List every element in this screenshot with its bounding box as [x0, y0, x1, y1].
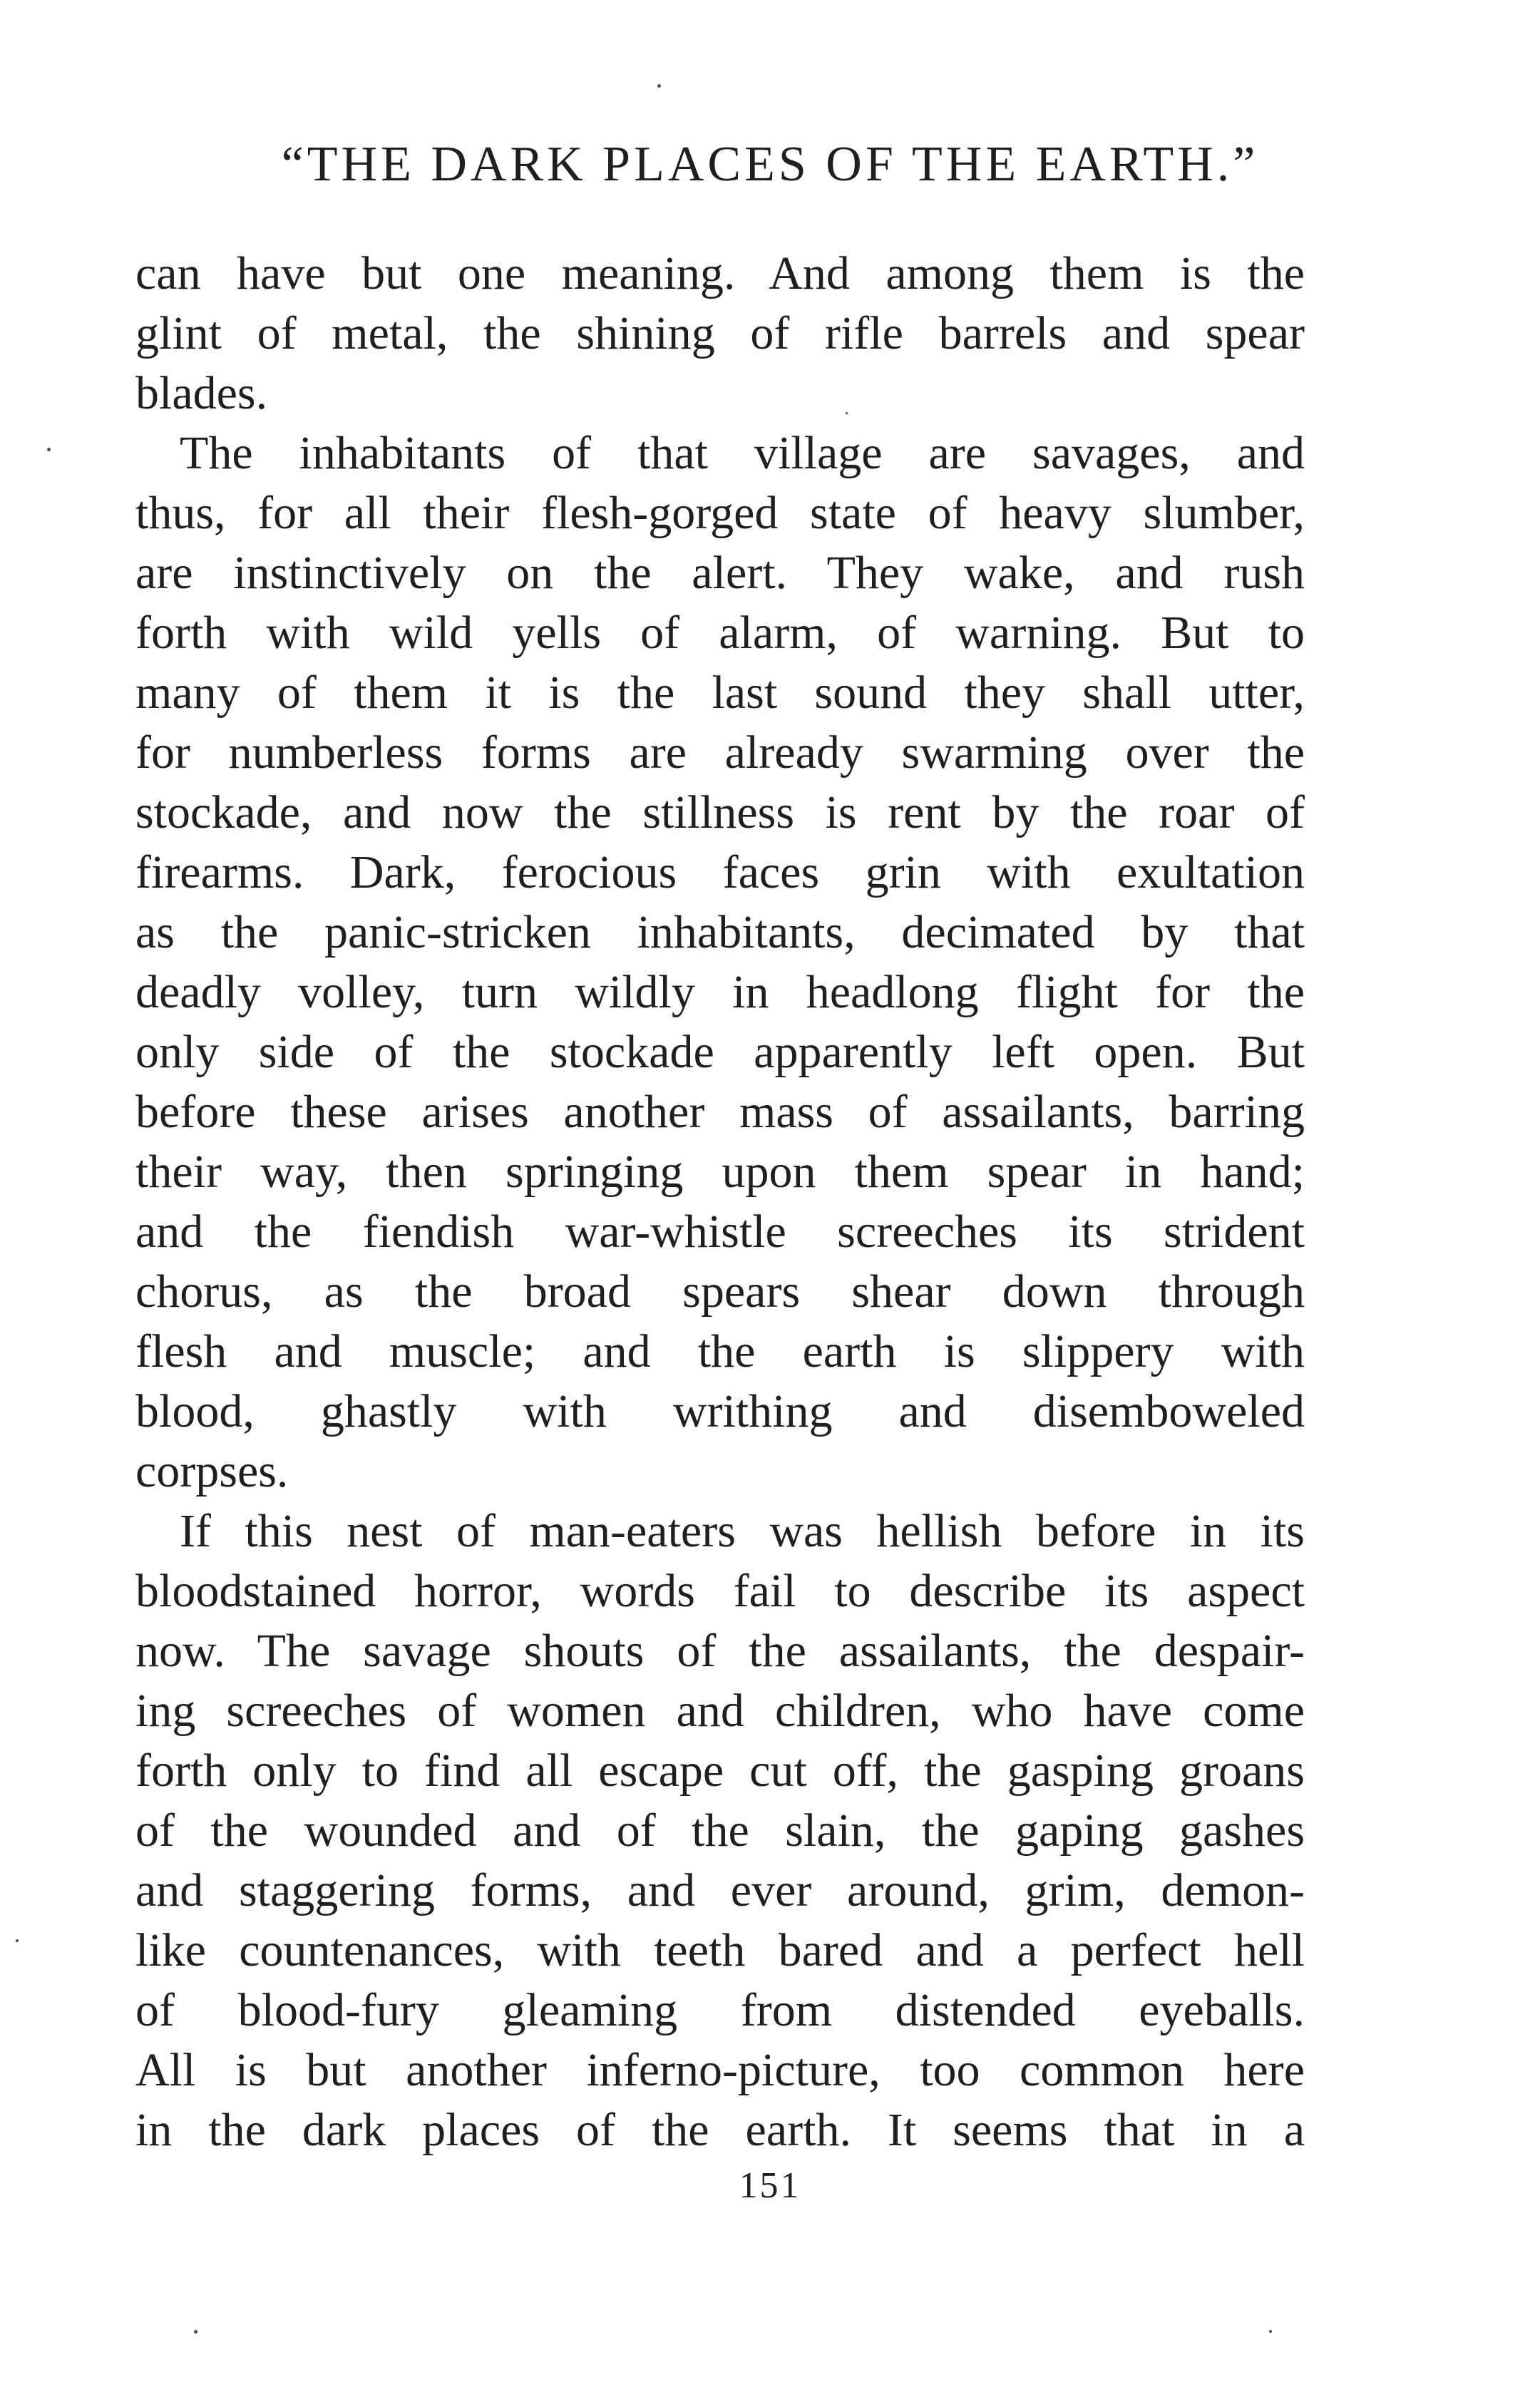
running-head: “THE DARK PLACES OF THE EARTH.” [281, 137, 1259, 192]
text-line: ing screeches of women and children, who have come [135, 1685, 1305, 1737]
print-speck [657, 84, 661, 88]
text-line: and the fiendish war-whistle screeches its strident [135, 1206, 1305, 1258]
text-line: glint of metal, the shining of rifle barrels and spear [135, 307, 1305, 359]
text-line: The inhabitants of that village are savages, and [180, 427, 1305, 479]
text-line: corpses. [135, 1445, 289, 1497]
text-line: as the panic-stricken inhabitants, decimated by that [135, 906, 1305, 958]
text-line: blood, ghastly with writhing and disemboweled [135, 1385, 1305, 1437]
text-line: thus, for all their flesh-gorged state of heavy slumber, [135, 487, 1305, 539]
text-line: of blood-fury gleaming from distended eyeballs. [135, 1984, 1305, 2036]
print-speck [1269, 2330, 1272, 2333]
text-line: flesh and muscle; and the earth is slippery with [135, 1325, 1305, 1377]
text-line: blades. [135, 367, 268, 419]
text-line: deadly volley, turn wildly in headlong flight for the [135, 966, 1305, 1018]
page-number: 151 [739, 2165, 801, 2206]
text-line: bloodstained horror, words fail to describe its aspect [135, 1565, 1305, 1617]
print-speck [47, 448, 51, 451]
print-speck [846, 412, 848, 414]
print-speck [194, 2330, 197, 2334]
print-speck [16, 1939, 19, 1942]
text-line: chorus, as the broad spears shear down through [135, 1266, 1305, 1318]
text-line: can have but one meaning. And among them is the [135, 247, 1305, 299]
text-line: in the dark places of the earth. It seems that in a [135, 2104, 1305, 2156]
text-line: before these arises another mass of assailants, barring [135, 1086, 1305, 1138]
text-line: If this nest of man-eaters was hellish before in its [180, 1505, 1305, 1557]
text-line: All is but another inferno-picture, too common here [135, 2044, 1305, 2096]
text-line: of the wounded and of the slain, the gaping gashes [135, 1805, 1305, 1857]
text-line: forth only to find all escape cut off, the gasping groans [135, 1745, 1305, 1797]
text-line: only side of the stockade apparently left open. But [135, 1026, 1305, 1078]
text-line: stockade, and now the stillness is rent by the roar of [135, 786, 1305, 838]
text-line: many of them it is the last sound they shall utter, [135, 667, 1305, 719]
text-line: for numberless forms are already swarming over the [135, 727, 1305, 779]
text-line: firearms. Dark, ferocious faces grin with exultation [135, 846, 1305, 898]
text-line: their way, then springing upon them spear in hand; [135, 1146, 1305, 1198]
body-text [135, 244, 1305, 2160]
text-line: forth with wild yells of alarm, of warning. But to [135, 607, 1305, 659]
text-line: are instinctively on the alert. They wake, and rush [135, 547, 1305, 599]
text-line: now. The savage shouts of the assailants, the despair- [135, 1625, 1305, 1677]
text-line: and staggering forms, and ever around, grim, demon- [135, 1864, 1305, 1916]
text-line: like countenances, with teeth bared and a perfect hell [135, 1924, 1305, 1976]
